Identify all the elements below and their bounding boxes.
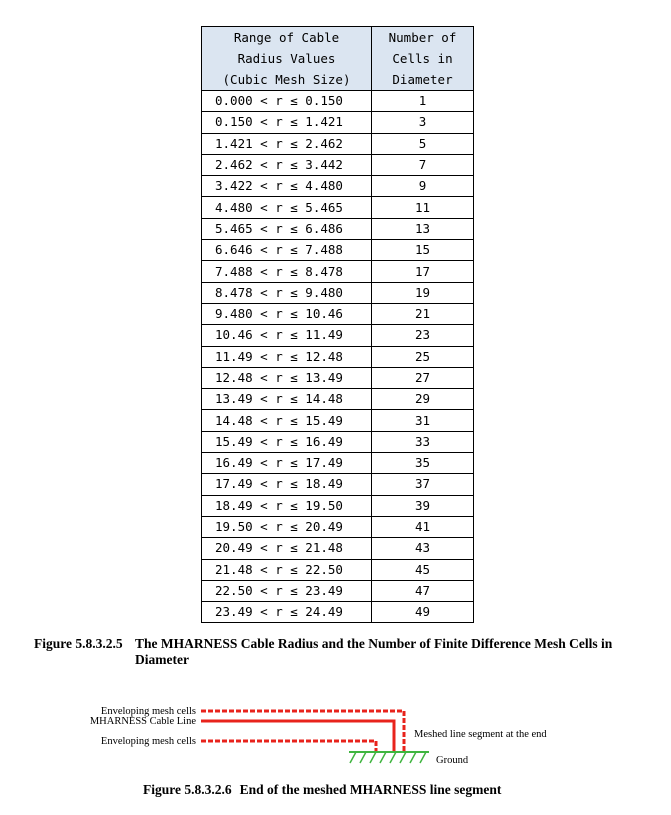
figure-number-1: Figure 5.8.3.2.5 (34, 636, 123, 651)
radius-range-cell: 1.421 < r ≤ 2.462 (202, 133, 372, 154)
table-row (202, 154, 474, 175)
radius-range-cell: 3.422 < r ≤ 4.480 (202, 176, 372, 197)
radius-range-cell: 10.46 < r ≤ 11.49 (202, 325, 372, 346)
figure-number-2: Figure 5.8.3.2.6 (143, 782, 232, 797)
cell-count-cell: 33 (372, 431, 474, 452)
table-row (202, 218, 474, 239)
table-row (202, 580, 474, 601)
header-range-line: Radius Values (237, 51, 336, 66)
radius-range-cell: 20.49 < r ≤ 21.48 (202, 538, 372, 559)
header-cells-line: Number of (388, 30, 457, 45)
figure-caption-text-1: The MHARNESS Cable Radius and the Number of Finite Difference Mesh Cells in Diameter (135, 636, 613, 667)
cell-count-cell: 13 (372, 218, 474, 239)
ground-symbol (349, 752, 429, 763)
cell-count-cell: 49 (372, 602, 474, 623)
radius-range-cell: 11.49 < r ≤ 12.48 (202, 346, 372, 367)
table-row (202, 389, 474, 410)
radius-range-cell: 0.000 < r ≤ 0.150 (202, 91, 372, 112)
figure-caption-text-2: End of the meshed MHARNESS line segment (239, 782, 502, 797)
cell-count-cell: 45 (372, 559, 474, 580)
cell-count-cell: 11 (372, 197, 474, 218)
table-row (202, 112, 474, 133)
label-enveloping-top: Enveloping mesh cells (100, 706, 196, 717)
cell-count-cell: 43 (372, 538, 474, 559)
cell-count-cell: 37 (372, 474, 474, 495)
radius-range-cell: 8.478 < r ≤ 9.480 (202, 282, 372, 303)
header-range-line: Range of Cable (233, 30, 340, 45)
radius-range-cell: 13.49 < r ≤ 14.48 (202, 389, 372, 410)
label-cable-line: MHARNESS Cable Line (89, 716, 196, 727)
cell-count-cell: 3 (372, 112, 474, 133)
cell-count-cell: 17 (372, 261, 474, 282)
label-meshed-end: Meshed line segment at the end (414, 729, 547, 740)
table-row (202, 367, 474, 388)
header-cells-line: Cells in (392, 51, 453, 66)
radius-range-cell: 12.48 < r ≤ 13.49 (202, 367, 372, 388)
table-row (202, 133, 474, 154)
table-row (202, 431, 474, 452)
enveloping-cells-top (201, 711, 404, 751)
figure-caption-2 (143, 782, 501, 798)
cell-count-cell: 39 (372, 495, 474, 516)
table-row (202, 495, 474, 516)
header-cells (372, 27, 474, 91)
table-row (202, 346, 474, 367)
radius-range-cell: 4.480 < r ≤ 5.465 (202, 197, 372, 218)
cell-count-cell: 35 (372, 453, 474, 474)
radius-range-cell: 16.49 < r ≤ 17.49 (202, 453, 372, 474)
radius-range-cell: 9.480 < r ≤ 10.46 (202, 303, 372, 324)
cell-count-cell: 29 (372, 389, 474, 410)
cell-count-cell: 7 (372, 154, 474, 175)
label-enveloping-bottom: Enveloping mesh cells (100, 736, 196, 747)
table-row (202, 261, 474, 282)
radius-range-cell: 21.48 < r ≤ 22.50 (202, 559, 372, 580)
cell-count-cell: 5 (372, 133, 474, 154)
label-ground: Ground (436, 755, 469, 766)
table-row (202, 474, 474, 495)
header-range (202, 27, 372, 91)
table-row (202, 176, 474, 197)
table-row (202, 282, 474, 303)
cell-count-cell: 31 (372, 410, 474, 431)
cell-count-cell: 1 (372, 91, 474, 112)
cell-count-cell: 27 (372, 367, 474, 388)
table-row (202, 91, 474, 112)
cable-line (201, 721, 394, 751)
radius-range-cell: 17.49 < r ≤ 18.49 (202, 474, 372, 495)
table-row (202, 197, 474, 218)
table-row (202, 453, 474, 474)
radius-range-cell: 22.50 < r ≤ 23.49 (202, 580, 372, 601)
table-body (202, 91, 474, 623)
radius-range-cell: 15.49 < r ≤ 16.49 (202, 431, 372, 452)
cell-count-cell: 25 (372, 346, 474, 367)
table-row (202, 410, 474, 431)
table-row (202, 602, 474, 623)
cable-radius-table (201, 26, 474, 623)
cell-count-cell: 9 (372, 176, 474, 197)
radius-range-cell: 7.488 < r ≤ 8.478 (202, 261, 372, 282)
header-cells-line: Diameter (392, 72, 453, 87)
radius-range-cell: 6.646 < r ≤ 7.488 (202, 240, 372, 261)
table-row (202, 516, 474, 537)
radius-range-cell: 5.465 < r ≤ 6.486 (202, 218, 372, 239)
table-row (202, 325, 474, 346)
table-header-row (202, 27, 474, 91)
radius-range-cell: 14.48 < r ≤ 15.49 (202, 410, 372, 431)
header-range-line: (Cubic Mesh Size) (222, 72, 351, 87)
enveloping-cells-bottom (201, 741, 376, 751)
cell-count-cell: 15 (372, 240, 474, 261)
table-row (202, 538, 474, 559)
table-row (202, 240, 474, 261)
table-row (202, 559, 474, 580)
radius-range-cell: 0.150 < r ≤ 1.421 (202, 112, 372, 133)
radius-range-cell: 2.462 < r ≤ 3.442 (202, 154, 372, 175)
radius-range-cell: 23.49 < r ≤ 24.49 (202, 602, 372, 623)
radius-range-cell: 18.49 < r ≤ 19.50 (202, 495, 372, 516)
cell-count-cell: 47 (372, 580, 474, 601)
cell-count-cell: 41 (372, 516, 474, 537)
cell-count-cell: 19 (372, 282, 474, 303)
cell-count-cell: 23 (372, 325, 474, 346)
cell-count-cell: 21 (372, 303, 474, 324)
radius-range-cell: 19.50 < r ≤ 20.49 (202, 516, 372, 537)
table-row (202, 303, 474, 324)
